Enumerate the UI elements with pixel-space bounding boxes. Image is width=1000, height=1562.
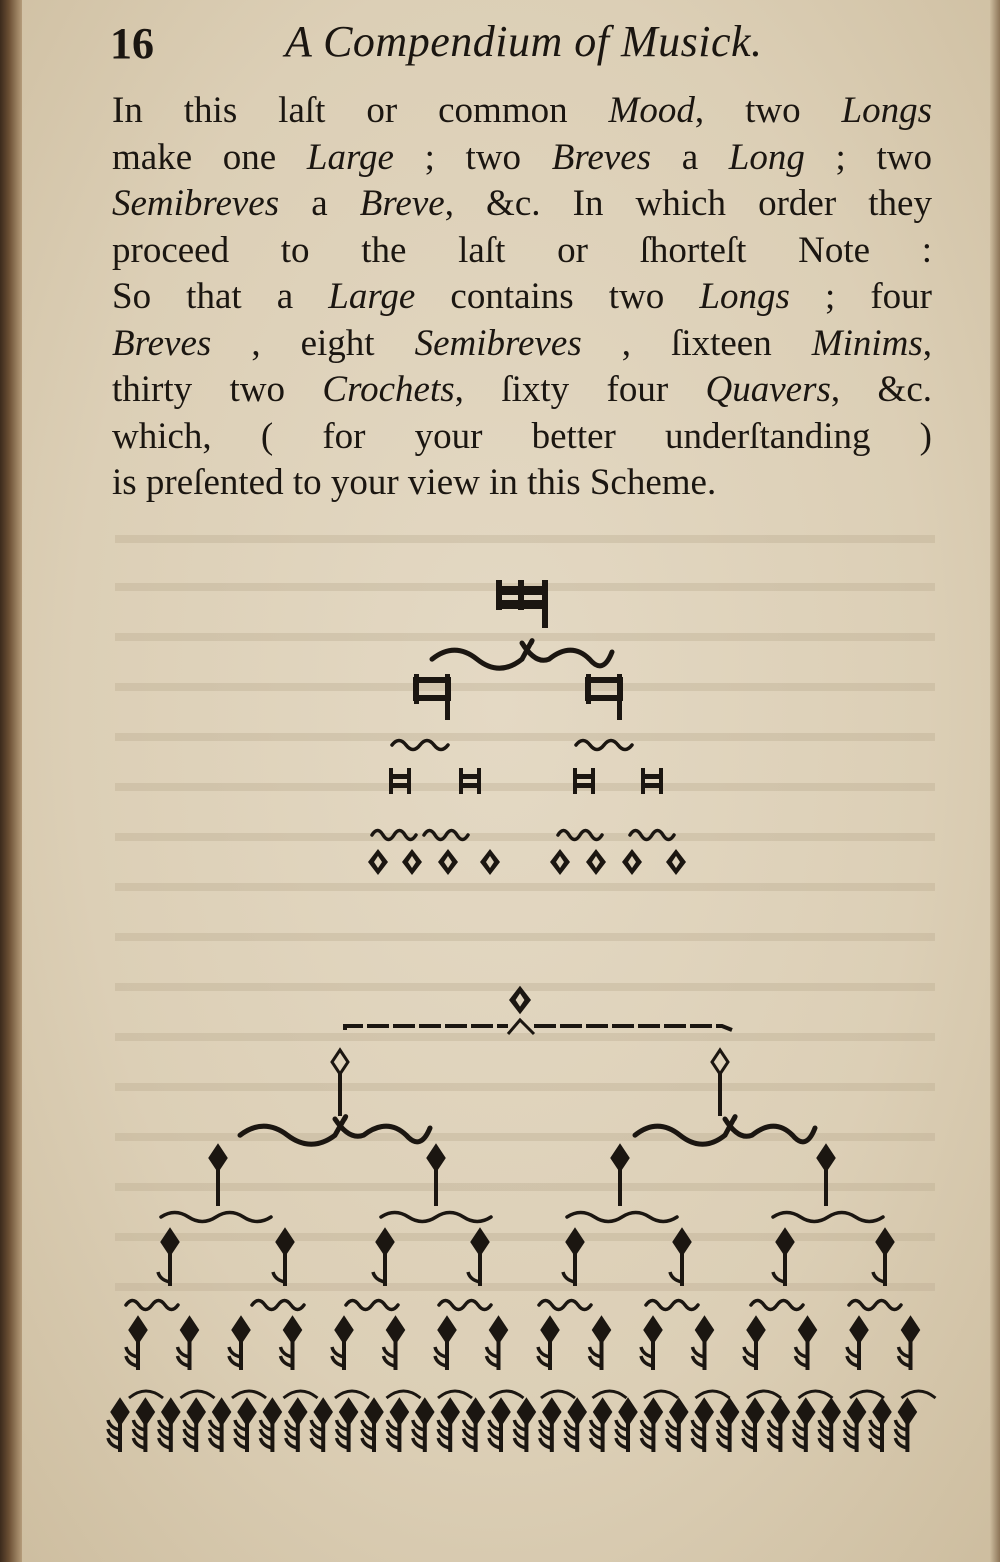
demisemiquaver-note: [159, 1400, 179, 1452]
text-run: thirty two: [112, 369, 323, 410]
breve-note: [641, 768, 663, 794]
text-run: So that a: [112, 276, 329, 317]
text-run: , &c.: [830, 369, 932, 410]
bracket-line: [345, 1026, 732, 1030]
squiggle-brace: [381, 1213, 491, 1222]
demisemiquaver-note: [489, 1400, 509, 1452]
italic-term: Quavers: [705, 369, 831, 410]
text-run: proceed to the laſt or ſhorteſt Note :: [112, 229, 932, 271]
demisemiquaver-note: [210, 1400, 230, 1452]
squiggle-brace: [539, 1301, 591, 1310]
text-run: ; four: [789, 276, 932, 317]
italic-term: Breves: [112, 322, 212, 364]
running-head: A Compendium of Musick.: [285, 17, 763, 66]
squiggle-brace: [424, 831, 468, 840]
squiggle-brace: [372, 831, 416, 840]
slur-arc: [387, 1391, 421, 1398]
demisemiquaver-note: [235, 1400, 255, 1452]
text-run: ; two: [804, 136, 932, 178]
semiquaver-note: [126, 1318, 146, 1370]
demisemiquaver-note: [870, 1400, 890, 1452]
squiggle-brace: [576, 741, 632, 750]
page-number: 16: [110, 19, 154, 68]
large-note: [496, 580, 548, 628]
demisemiquaver-note: [362, 1400, 382, 1452]
squiggle-brace: [126, 1301, 178, 1310]
brace: [240, 1117, 430, 1145]
bracket-peak: [508, 1020, 534, 1034]
crochet-note: [818, 1146, 834, 1206]
text-run: a: [651, 136, 729, 178]
slur-arc: [541, 1391, 575, 1398]
crochet-note: [612, 1146, 628, 1206]
slur-arc: [644, 1391, 678, 1398]
demisemiquaver-note: [464, 1400, 484, 1452]
italic-term: Semibreves: [414, 322, 582, 364]
quaver-note: [773, 1230, 793, 1286]
text-run: is preſented to your view in this Scheme.: [112, 462, 717, 503]
italic-term: Longs: [699, 276, 790, 317]
demisemiquaver-note: [743, 1400, 763, 1452]
breve-note: [573, 768, 595, 794]
text-run: , ſixteen: [581, 322, 812, 364]
text-run: , eight: [211, 322, 415, 364]
demisemiquaver-note: [845, 1400, 865, 1452]
brace: [635, 1117, 815, 1145]
squiggle-brace: [439, 1301, 491, 1310]
text-run: ,: [922, 322, 932, 364]
semiquaver-note: [178, 1318, 198, 1370]
long-note: [586, 674, 622, 720]
semibreve-note: [368, 849, 388, 875]
demisemiquaver-note: [565, 1400, 585, 1452]
semiquaver-note: [538, 1318, 558, 1370]
semiquaver-note: [332, 1318, 352, 1370]
demisemiquaver-note: [184, 1400, 204, 1452]
semibreve-note: [509, 986, 531, 1015]
slur-arc: [747, 1391, 781, 1398]
demisemiquaver-note: [819, 1400, 839, 1452]
slur-arc: [696, 1391, 730, 1398]
semiquaver-note: [487, 1318, 507, 1370]
text-run: In this laſt or common: [112, 90, 609, 131]
demisemiquaver-note: [768, 1400, 788, 1452]
semiquaver-note: [796, 1318, 816, 1370]
quaver-note: [670, 1230, 690, 1286]
semiquaver-note: [590, 1318, 610, 1370]
brace: [432, 641, 612, 669]
quaver-note: [468, 1230, 488, 1286]
quaver-note: [563, 1230, 583, 1286]
demisemiquaver-note: [387, 1400, 407, 1452]
semibreve-note: [586, 849, 606, 875]
quaver-note: [158, 1230, 178, 1286]
quaver-note: [373, 1230, 393, 1286]
slur-arc: [902, 1391, 936, 1398]
squiggle-brace: [252, 1301, 304, 1310]
long-note: [414, 674, 450, 720]
text-run: which, ( for your better underſtanding ): [112, 415, 932, 457]
demisemiquaver-note: [133, 1400, 153, 1452]
text-run: ; two: [393, 136, 552, 178]
italic-term: Large: [306, 136, 394, 178]
semiquaver-note: [899, 1318, 919, 1370]
demisemiquaver-note: [337, 1400, 357, 1452]
demisemiquaver-note: [108, 1400, 128, 1452]
semiquaver-note: [229, 1318, 249, 1370]
semiquaver-note: [435, 1318, 455, 1370]
italic-term: Semibreves: [112, 183, 280, 224]
demisemiquaver-note: [540, 1400, 560, 1452]
demisemiquaver-note: [692, 1400, 712, 1452]
squiggle-brace: [567, 1213, 677, 1222]
quaver-note: [273, 1230, 293, 1286]
squiggle-brace: [646, 1301, 698, 1310]
demisemiquaver-note: [616, 1400, 636, 1452]
demisemiquaver-note: [794, 1400, 814, 1452]
crochet-note: [428, 1146, 444, 1206]
squiggle-brace: [630, 831, 674, 840]
italic-term: Longs: [841, 90, 932, 131]
slur-arc: [232, 1391, 266, 1398]
semiquaver-note: [641, 1318, 661, 1370]
squiggle-brace: [392, 741, 448, 750]
breve-note: [459, 768, 481, 794]
semibreve-note: [402, 849, 422, 875]
italic-term: Long: [728, 136, 805, 178]
text-run: , ſixty four: [454, 369, 706, 410]
italic-term: Crochets: [322, 369, 455, 410]
squiggle-brace: [849, 1301, 901, 1310]
semiquaver-note: [693, 1318, 713, 1370]
slur-arc: [284, 1391, 318, 1398]
demisemiquaver-note: [514, 1400, 534, 1452]
semibreve-note: [550, 849, 570, 875]
semibreve-note: [480, 849, 500, 875]
squiggle-brace: [346, 1301, 398, 1310]
slur-arc: [490, 1391, 524, 1398]
demisemiquaver-note: [718, 1400, 738, 1452]
semibreve-note: [622, 849, 642, 875]
minim-note: [332, 1050, 348, 1116]
minim-note: [712, 1050, 728, 1116]
slur-arc: [850, 1391, 884, 1398]
quaver-note: [873, 1230, 893, 1286]
crochet-note: [210, 1146, 226, 1206]
slur-arc: [593, 1391, 627, 1398]
text-run: a: [279, 183, 360, 224]
demisemiquaver-note: [413, 1400, 433, 1452]
text-run: , &c. In which order they: [444, 183, 932, 224]
demisemiquaver-note: [667, 1400, 687, 1452]
semibreve-note: [438, 849, 458, 875]
text-run: make one: [112, 136, 307, 178]
semiquaver-note: [281, 1318, 301, 1370]
squiggle-brace: [773, 1213, 883, 1222]
slur-arc: [129, 1391, 163, 1398]
demisemiquaver-note: [311, 1400, 331, 1452]
breve-note: [389, 768, 411, 794]
slur-arc: [799, 1391, 833, 1398]
squiggle-brace: [751, 1301, 803, 1310]
demisemiquaver-note: [438, 1400, 458, 1452]
demisemiquaver-note: [895, 1400, 915, 1452]
italic-term: Mood: [608, 90, 695, 131]
squiggle-brace: [161, 1213, 271, 1222]
demisemiquaver-note: [591, 1400, 611, 1452]
demisemiquaver-note: [260, 1400, 280, 1452]
slur-arc: [181, 1391, 215, 1398]
semibreve-note: [666, 849, 686, 875]
italic-term: Breves: [551, 136, 652, 178]
italic-term: Minims: [811, 322, 923, 364]
semiquaver-note: [384, 1318, 404, 1370]
italic-term: Breve: [359, 183, 445, 224]
semiquaver-note: [744, 1318, 764, 1370]
demisemiquaver-note: [641, 1400, 661, 1452]
italic-term: Large: [328, 276, 416, 317]
text-run: , two: [694, 90, 842, 131]
squiggle-brace: [558, 831, 602, 840]
slur-arc: [438, 1391, 472, 1398]
text-run: contains two: [415, 276, 700, 317]
slur-arc: [335, 1391, 369, 1398]
semiquaver-note: [847, 1318, 867, 1370]
demisemiquaver-note: [286, 1400, 306, 1452]
